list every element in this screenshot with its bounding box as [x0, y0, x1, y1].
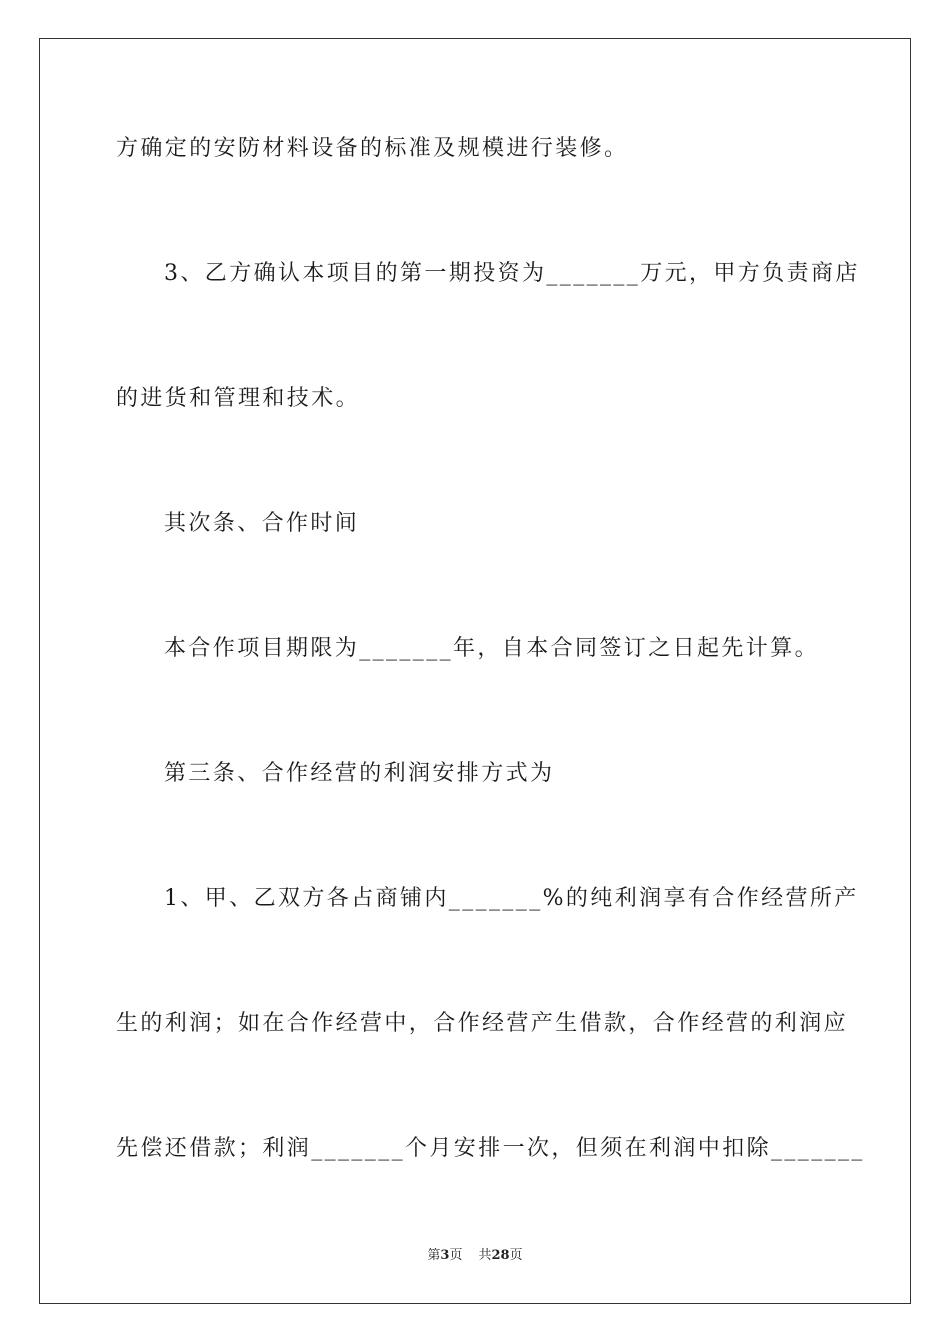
footer-total-suffix: 页 [509, 1248, 523, 1263]
page-border [39, 38, 911, 1304]
paragraph-line-8: 生的利润；如在合作经营中，合作经营产生借款，合作经营的利润应 [116, 1011, 849, 1036]
footer-page-number: 3 [440, 1248, 450, 1263]
footer-total-prefix: 共 [478, 1248, 492, 1263]
paragraph-line-2: 3、乙方确认本项目的第一期投资为_______万元，甲方负责商店 [164, 261, 860, 286]
footer-page-suffix: 页 [449, 1248, 463, 1263]
paragraph-line-3: 的进货和管理和技术。 [116, 386, 361, 411]
paragraph-line-9: 先偿还借款；利润_______个月安排一次，但须在利润中扣除_______ [116, 1136, 865, 1161]
paragraph-line-7: 1、甲、乙双方各占商铺内_______%的纯利润享有合作经营所产 [164, 886, 859, 911]
paragraph-line-1: 方确定的安防材料设备的标准及规模进行装修。 [116, 136, 629, 161]
section-heading-profit-arrangement: 第三条、合作经营的利润安排方式为 [164, 761, 555, 786]
paragraph-line-5: 本合作项目期限为_______年，自本合同签订之日起先计算。 [164, 636, 820, 661]
page-footer [0, 1247, 950, 1265]
footer-total-pages: 28 [491, 1248, 510, 1263]
footer-page-prefix: 第 [427, 1248, 441, 1263]
section-heading-cooperation-time: 其次条、合作时间 [164, 511, 360, 536]
